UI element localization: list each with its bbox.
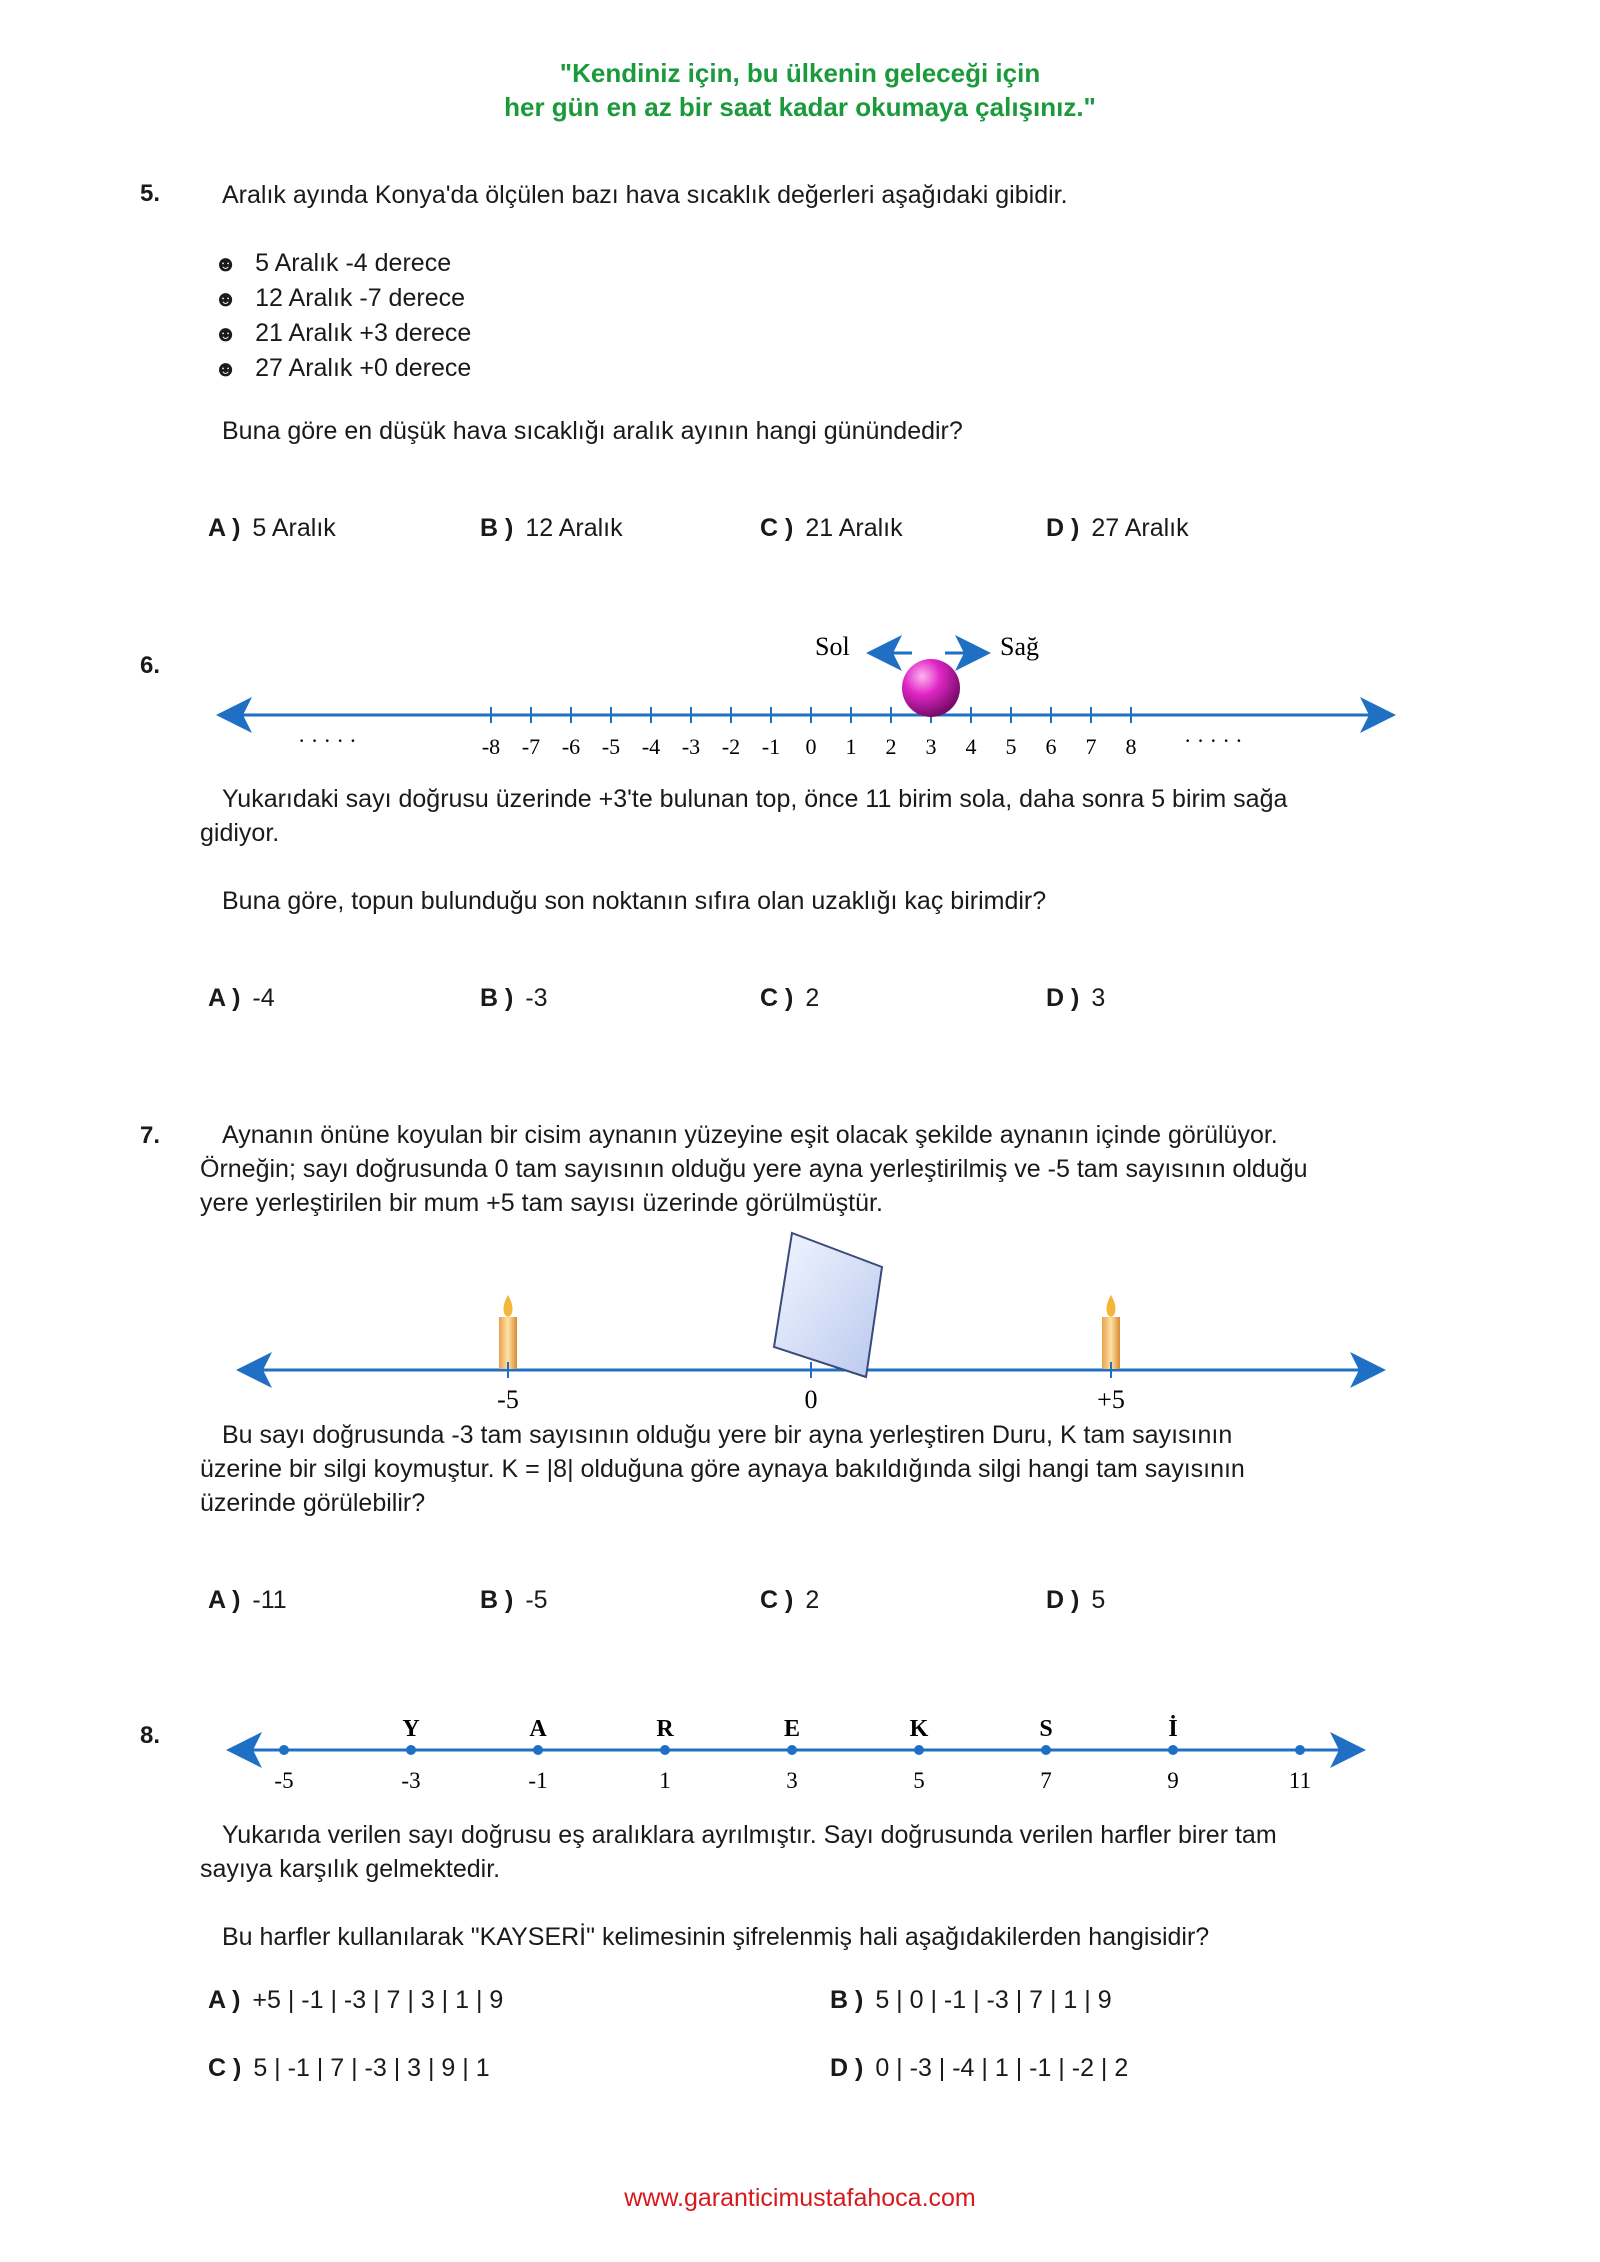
label-zero: 0 xyxy=(804,1385,818,1414)
number-line-point xyxy=(533,1745,543,1755)
question-5-option-a[interactable]: A ) 5 Aralık xyxy=(208,514,336,542)
question-7-option-a[interactable]: A ) -11 xyxy=(208,1586,287,1614)
question-7-option-c[interactable]: C ) 2 xyxy=(760,1586,820,1614)
question-5-number: 5. xyxy=(140,180,161,207)
smiley-bullet-icon: ☻ xyxy=(214,321,238,346)
smiley-bullet-icon: ☻ xyxy=(214,286,238,311)
letter-label: K xyxy=(909,1716,929,1742)
list-item: ☻ 21 Aralık +3 derece xyxy=(214,319,472,347)
question-6-number-line-figure xyxy=(200,620,1420,770)
tick-label: -2 xyxy=(721,734,741,759)
question-6-option-d[interactable]: D ) 3 xyxy=(1046,984,1106,1012)
letter-label: A xyxy=(529,1716,547,1742)
tick-label: -6 xyxy=(561,734,581,759)
question-6-prompt: Buna göre, topun bulunduğu son noktanın sıfıra olan uzaklığı kaç birimdir? xyxy=(222,887,1047,915)
tick-label: -4 xyxy=(641,734,661,759)
tick-label: -7 xyxy=(521,734,541,759)
question-8-number: 8. xyxy=(140,1722,161,1749)
number-label: 11 xyxy=(1288,1768,1312,1793)
right-dots: · · · · · xyxy=(1184,728,1243,753)
tick-label: 7 xyxy=(1085,734,1097,759)
question-6-text-line-1: Yukarıdaki sayı doğrusu üzerinde +3'te bulunan top, önce 11 birim sola, daha sonra 5 birim sağa xyxy=(222,785,1288,813)
tick-label: 5 xyxy=(1005,734,1017,759)
tick-label: -1 xyxy=(761,734,781,759)
question-7-prompt-line-1: Bu sayı doğrusunda -3 tam sayısının olduğu yere bir ayna yerleştiren Duru, K tam sayısının xyxy=(222,1421,1233,1449)
mirror-icon xyxy=(774,1233,882,1377)
tick-label: -3 xyxy=(681,734,701,759)
number-label: 3 xyxy=(786,1768,798,1793)
question-6-number: 6. xyxy=(140,652,161,679)
number-label: 5 xyxy=(913,1768,925,1793)
label-plus-5: +5 xyxy=(1097,1385,1125,1414)
number-line-point xyxy=(1295,1745,1305,1755)
question-5-prompt: Buna göre en düşük hava sıcaklığı aralık ayının hangi günündedir? xyxy=(222,417,963,445)
question-5-option-b[interactable]: B ) 12 Aralık xyxy=(480,514,623,542)
question-7-prompt-line-2: üzerine bir silgi koymuştur. K = |8| olduğuna göre aynaya bakıldığında silgi hangi tam sayısının xyxy=(200,1455,1245,1483)
question-7-prompt-line-3: üzerinde görülebilir? xyxy=(200,1489,426,1517)
footer-website-link[interactable]: www.garanticimustafahoca.com xyxy=(624,2184,976,2212)
number-label: -5 xyxy=(274,1768,294,1793)
motto-line-1: "Kendiniz için, bu ülkenin geleceği için xyxy=(559,58,1041,88)
question-6-option-b[interactable]: B ) -3 xyxy=(480,984,548,1012)
list-item: ☻ 12 Aralık -7 derece xyxy=(214,284,465,312)
number-label: 9 xyxy=(1167,1768,1179,1793)
list-item: ☻ 27 Aralık +0 derece xyxy=(214,354,472,382)
smiley-bullet-icon: ☻ xyxy=(214,251,238,276)
smiley-bullet-icon: ☻ xyxy=(214,356,238,381)
question-8-text-line-2: sayıya karşılık gelmektedir. xyxy=(200,1855,501,1883)
label-minus-5: -5 xyxy=(497,1385,519,1414)
question-5-text: Aralık ayında Konya'da ölçülen bazı hava sıcaklık değerleri aşağıdaki gibidir. xyxy=(222,181,1068,209)
right-direction-label: Sağ xyxy=(1000,632,1039,661)
number-line-point xyxy=(914,1745,924,1755)
question-7-number: 7. xyxy=(140,1122,161,1149)
left-dots: · · · · · xyxy=(298,728,357,753)
tick-label: 8 xyxy=(1125,734,1137,759)
question-7-text-line-1: Aynanın önüne koyulan bir cisim aynanın yüzeyine eşit olacak şekilde aynanın içinde görülüyor. xyxy=(222,1121,1278,1149)
number-label: -1 xyxy=(528,1768,548,1793)
question-7-text-line-3: yere yerleştirilen bir mum +5 tam sayısı üzerinde görülmüştür. xyxy=(200,1189,883,1217)
left-direction-label: Sol xyxy=(815,632,850,661)
candle-icon xyxy=(499,1295,517,1369)
tick-label: 1 xyxy=(845,734,857,759)
ball-icon xyxy=(902,659,960,717)
question-6-text-line-2: gidiyor. xyxy=(200,819,280,847)
question-5-option-d[interactable]: D ) 27 Aralık xyxy=(1046,514,1189,542)
number-line-point xyxy=(1168,1745,1178,1755)
number-line-point xyxy=(1041,1745,1051,1755)
number-line-point xyxy=(406,1745,416,1755)
tick-label: -5 xyxy=(601,734,621,759)
tick-label: 2 xyxy=(885,734,897,759)
question-7-option-b[interactable]: B ) -5 xyxy=(480,1586,548,1614)
tick-label: 4 xyxy=(965,734,977,759)
number-label: -3 xyxy=(401,1768,421,1793)
tick-label: -8 xyxy=(481,734,501,759)
question-5-option-c[interactable]: C ) 21 Aralık xyxy=(760,514,903,542)
number-label: 7 xyxy=(1040,1768,1052,1793)
question-7-text-line-2: Örneğin; sayı doğrusunda 0 tam sayısının olduğu yere ayna yerleştirilmiş ve -5 tam sayısının olduğu xyxy=(200,1155,1308,1183)
tick-label: 3 xyxy=(925,734,937,759)
question-8-text-line-1: Yukarıda verilen sayı doğrusu eş aralıklara ayrılmıştır. Sayı doğrusunda verilen harfler birer tam xyxy=(222,1821,1277,1849)
question-8-option-b[interactable]: B ) 5 | 0 | -1 | -3 | 7 | 1 | 9 xyxy=(830,1986,1112,2014)
letter-label: İ xyxy=(1168,1716,1178,1742)
letter-label: R xyxy=(656,1716,674,1742)
tick-label: 0 xyxy=(805,734,817,759)
number-line-point xyxy=(279,1745,289,1755)
number-line-point xyxy=(787,1745,797,1755)
letter-label: E xyxy=(783,1716,801,1742)
letter-label: S xyxy=(1039,1716,1053,1742)
tick-label: 6 xyxy=(1045,734,1057,759)
candle-reflection-icon xyxy=(1102,1295,1120,1369)
question-6-option-a[interactable]: A ) -4 xyxy=(208,984,275,1012)
question-8-option-d[interactable]: D ) 0 | -3 | -4 | 1 | -1 | -2 | 2 xyxy=(830,2054,1129,2082)
question-5-bullet-list xyxy=(214,246,471,386)
question-8-option-a[interactable]: A ) +5 | -1 | -3 | 7 | 3 | 1 | 9 xyxy=(208,1986,504,2014)
question-8-option-c[interactable]: C ) 5 | -1 | 7 | -3 | 3 | 9 | 1 xyxy=(208,2054,490,2082)
question-7-mirror-figure xyxy=(220,1225,1400,1415)
question-6-option-c[interactable]: C ) 2 xyxy=(760,984,820,1012)
question-7-option-d[interactable]: D ) 5 xyxy=(1046,1586,1106,1614)
question-8-prompt: Bu harfler kullanılarak "KAYSERİ" kelimesinin şifrelenmiş hali aşağıdakilerden hangisidir? xyxy=(222,1923,1210,1951)
list-item: ☻ 5 Aralık -4 derece xyxy=(214,249,452,277)
number-label: 1 xyxy=(659,1768,671,1793)
number-line-point xyxy=(660,1745,670,1755)
motto-line-2: her gün en az bir saat kadar okumaya çalışınız." xyxy=(504,92,1096,122)
question-8-number-line-figure xyxy=(220,1700,1400,1800)
letter-label: Y xyxy=(402,1716,420,1742)
